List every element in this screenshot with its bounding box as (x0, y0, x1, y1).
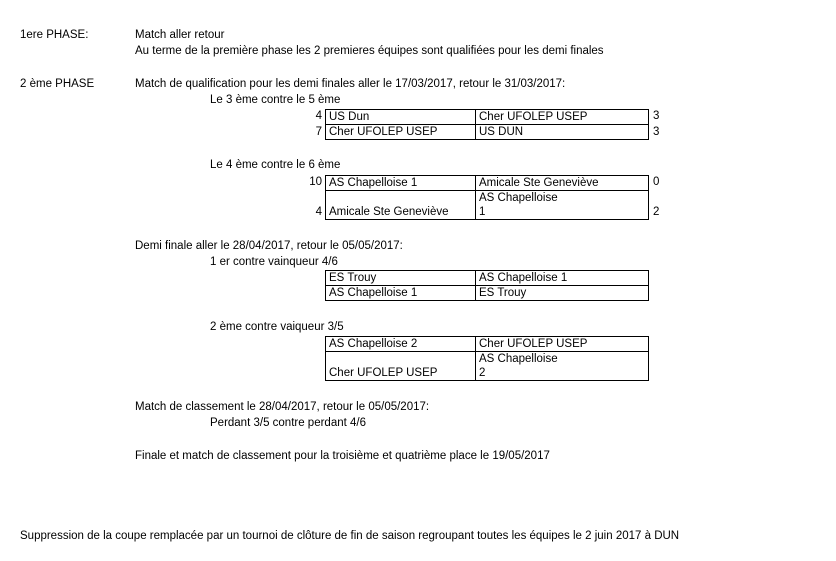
score-right: 3 (653, 126, 660, 138)
match-table-3v5 (325, 109, 649, 140)
finale-text: Finale et match de classement pour la troisième et quatrième place le 19/05/2017 (135, 450, 550, 462)
home-team: AS Chapelloise 1 (326, 286, 476, 301)
classement-line2: Perdant 3/5 contre perdant 4/6 (210, 417, 366, 429)
home-team: US Dun (326, 110, 476, 125)
footer-note: Suppression de la coupe remplacée par un tournoi de clôture de fin de saison regroupant toutes les équipes le 2 juin 2017 à DUN (20, 530, 680, 542)
home-team: Amicale Ste Geneviève (326, 191, 476, 220)
table-row (326, 176, 649, 191)
away-team (476, 352, 649, 381)
table-row (326, 286, 649, 301)
home-team: AS Chapelloise 1 (326, 176, 476, 191)
away-team-line1: AS Chapelloise (479, 353, 558, 365)
score-left: 10 (309, 176, 322, 188)
away-team-line2: 2 (479, 367, 486, 379)
score-right: 3 (653, 110, 660, 122)
semi-group1-title: 1 er contre vainqueur 4/6 (210, 256, 338, 268)
table-row (326, 110, 649, 125)
semi-table-2 (325, 336, 649, 381)
home-team: AS Chapelloise 2 (326, 337, 476, 352)
away-team: Amicale Ste Geneviève (476, 176, 649, 191)
phase2-group2-title: Le 4 ème contre le 6 ème (210, 159, 341, 171)
home-team: Cher UFOLEP USEP (326, 125, 476, 140)
table-row (326, 125, 649, 140)
score-left: 4 (315, 110, 322, 122)
table-row (326, 352, 649, 381)
table-row (326, 271, 649, 286)
classement-line1: Match de classement le 28/04/2017, retour le 05/05/2017: (135, 401, 430, 413)
phase2-intro: Match de qualification pour les demi finales aller le 17/03/2017, retour le 31/03/2017: (135, 78, 566, 90)
match-table-4v6 (325, 175, 649, 220)
score-right: 2 (653, 206, 660, 218)
home-team: Cher UFOLEP USEP (326, 352, 476, 381)
away-team (476, 191, 649, 220)
away-team: ES Trouy (476, 286, 649, 301)
table-row (326, 191, 649, 220)
score-left: 4 (315, 206, 322, 218)
phase2-label: 2 ème PHASE (20, 78, 95, 90)
score-left: 7 (315, 126, 322, 138)
phase1-line2: Au terme de la première phase les 2 premieres équipes sont qualifiées pour les demi finales (135, 45, 604, 57)
home-team: ES Trouy (326, 271, 476, 286)
semi-table-1 (325, 270, 649, 301)
phase1-line1: Match aller retour (135, 29, 225, 41)
semi-group2-title: 2 ème contre vaiqueur 3/5 (210, 321, 344, 333)
away-team-line2: 1 (479, 206, 486, 218)
away-team-line1: AS Chapelloise (479, 192, 558, 204)
phase1-label: 1ere PHASE: (20, 29, 89, 41)
away-team: AS Chapelloise 1 (476, 271, 649, 286)
away-team: Cher UFOLEP USEP (476, 110, 649, 125)
away-team: Cher UFOLEP USEP (476, 337, 649, 352)
away-team: US DUN (476, 125, 649, 140)
semi-intro: Demi finale aller le 28/04/2017, retour le 05/05/2017: (135, 240, 403, 252)
score-right: 0 (653, 176, 660, 188)
phase2-group1-title: Le 3 ème contre le 5 ème (210, 94, 341, 106)
table-row (326, 337, 649, 352)
